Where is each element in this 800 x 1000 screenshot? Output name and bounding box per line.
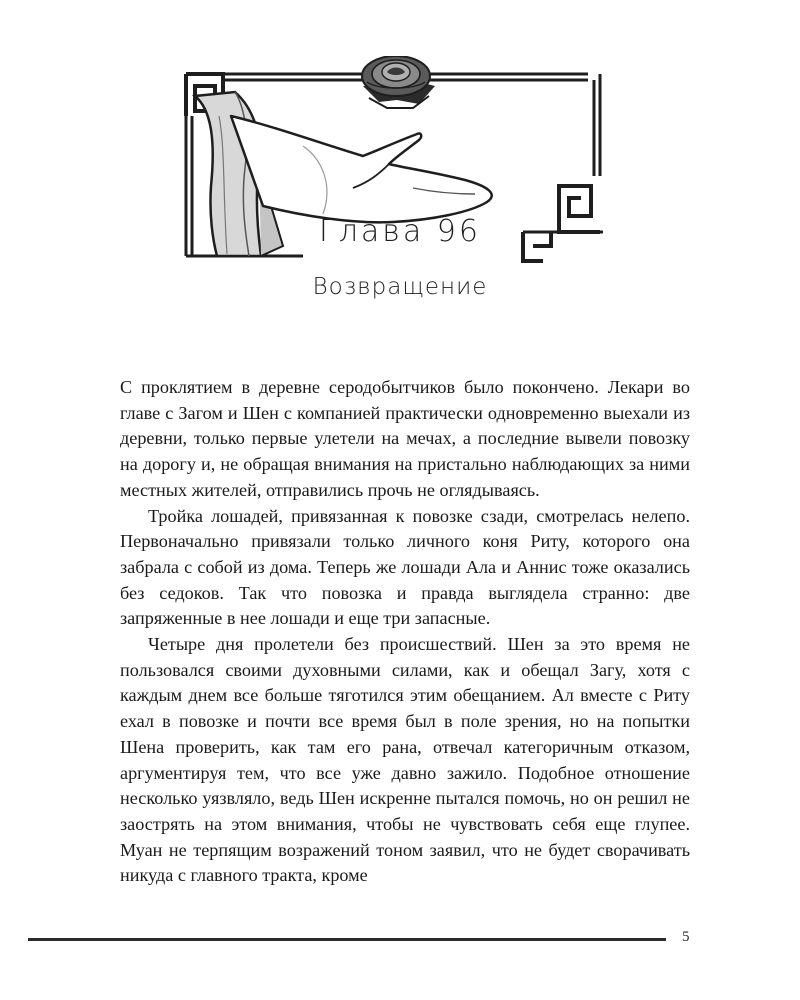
rose-icon bbox=[362, 56, 435, 108]
paragraph: Четыре дня пролетели без происшествий. Шен за это время не пользовался своими духовными силами, как и обещал Загу, хотя с каждым днем все больше тяготился этим обещанием. Ал вместе с Риту ехал в повозке и почти все время был в поле зрения, но на попытки Шена проверить, как там его рана, отвечал категоричным отказом, аргументируя тем, что все уже давно зажило. Подобное отношение несколько уязвляло, ведь Шен искренне пытался помочь, но он решил не заострять на этом внимания, чтобы не чувствовать себя еще глупее. Муан не терпящим возражений тоном заявил, что не будет сворачивать никуда с главного тракта, кроме bbox=[120, 634, 690, 886]
chapter-subtitle: Возвращение bbox=[312, 274, 488, 300]
page-number: 5 bbox=[682, 929, 690, 945]
paragraph: Тройка лошадей, привязанная к повозке сзади, смотрелась нелепо. Первоначально привязали только личного коня Риту, которого она забрала с собой из дома. Теперь же лошади Ала и Аннис тоже оказались без седоков. Так что повозка и правда выглядела странно: две запряженные в нее лошади и еще три запасные. bbox=[120, 505, 690, 629]
chapter-title: Глава 96 bbox=[319, 214, 481, 249]
paragraph: С проклятием в деревне серодобытчиков было покончено. Лекари во главе с Загом и Шен с компанией практически одновременно выехали из деревни, только первые улетели на мечах, а последние вывели повозку на дорогу и, не обращая внимания на пристально наблюдающих за ними местных жителей, отправились прочь не оглядываясь. bbox=[120, 377, 690, 500]
footer-divider bbox=[28, 938, 666, 941]
open-hand-illustration bbox=[231, 116, 492, 222]
chapter-body bbox=[120, 375, 690, 889]
